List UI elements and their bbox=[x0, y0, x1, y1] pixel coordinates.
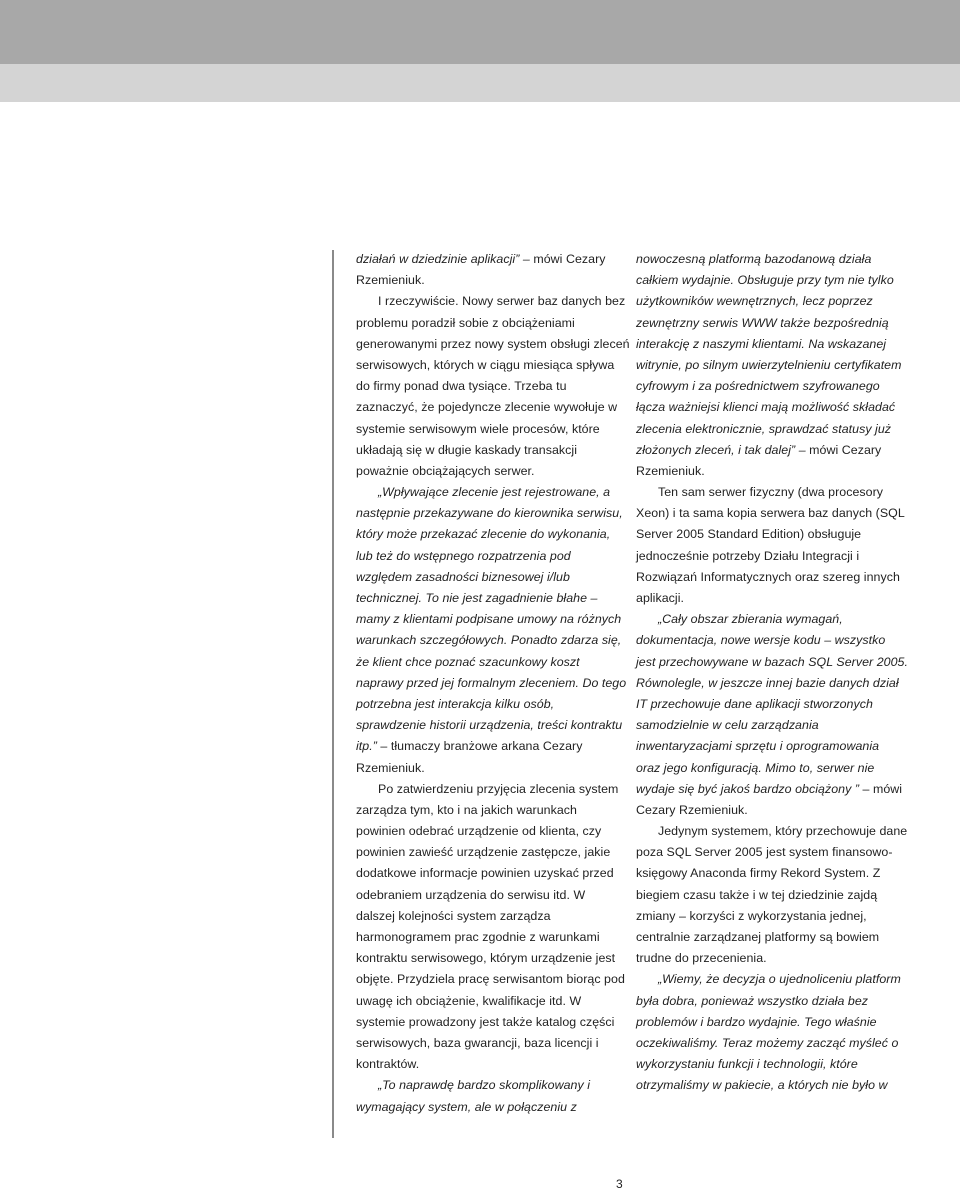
text-line: biegiem czasu także i w tej dziedzinie zajdą bbox=[636, 887, 878, 902]
text-line: Jedynym systemem, który przechowuje dane bbox=[658, 824, 908, 839]
text-line: jest przechowywane w bazach SQL Server 2005. bbox=[636, 654, 908, 669]
text-line: Rozwiązań Informatycznych oraz szereg innych bbox=[636, 569, 900, 584]
text-line: warunkach szczegółowych. Ponadto zdarza się, bbox=[356, 633, 622, 648]
text-line: zewnętrzny serwis WWW także bezpośrednią bbox=[636, 315, 889, 330]
text-line: działań w dziedzinie aplikacji” – mówi Cezary bbox=[356, 252, 606, 266]
text-line: użytkowników wewnętrznych, lecz poprzez bbox=[636, 294, 873, 309]
header-gray-band bbox=[0, 0, 960, 102]
text-line: poza SQL Server 2005 jest system finansowo- bbox=[636, 845, 893, 860]
vertical-rule bbox=[332, 250, 334, 1138]
text-line: I rzeczywiście. Nowy serwer baz danych bez bbox=[378, 294, 626, 309]
text-line: była dobra, ponieważ wszystko działa bez bbox=[636, 993, 869, 1008]
text-line: objęte. Przydziela pracę serwisantom biorąc pod bbox=[356, 972, 625, 987]
text-line: złożonych zleceń, i tak dalej” – mówi Cezary bbox=[636, 442, 882, 457]
text-line: następnie przekazywane do kierownika serwisu, bbox=[356, 506, 623, 521]
text-line: Równolegle, w jeszcze innej bazie danych dział bbox=[636, 675, 899, 690]
text-line: zlecenia elektronicznie, sprawdzać statusy już bbox=[636, 421, 892, 436]
text-line: mamy z klientami podpisane umowy na różnych bbox=[356, 612, 622, 627]
text-line: oczekiwaliśmy. Teraz możemy zacząć myśleć o bbox=[636, 1035, 899, 1050]
text-line: zmiany – korzyści z wykorzystania jednej, bbox=[636, 908, 867, 923]
text-line: „Wpływające zlecenie jest rejestrowane, a bbox=[378, 485, 611, 500]
text-line: uwagę ich obciążenie, kwalifikacje itd. W bbox=[356, 993, 582, 1008]
text-line: wykorzystaniu funkcji i technologii, które bbox=[636, 1057, 858, 1072]
text-line: że klient chce poznać szacunkowy koszt bbox=[356, 654, 580, 669]
text-line: Po zatwierdzeniu przyjęcia zlecenia system bbox=[378, 781, 619, 796]
text-line: Server 2005 Standard Edition) obsługuje bbox=[636, 527, 862, 542]
text-line: wymagający system, ale w połączeniu z bbox=[356, 1099, 577, 1114]
text-line: Rzemieniuk. bbox=[356, 273, 425, 288]
text-line: interakcję z naszymi klientami. Na wskazanej bbox=[636, 336, 887, 351]
text-line: Rzemieniuk. bbox=[636, 463, 705, 478]
text-line: serwisowych, których w ciągu miesiąca spływa bbox=[356, 357, 615, 372]
text-line: cyfrowym i za pośrednictwem szyfrowanego bbox=[636, 379, 880, 394]
text-line: generowanymi przez nowy system obsługi zleceń bbox=[356, 336, 630, 351]
text-line: witrynie, po silnym uwierzytelnieniu certyfikatem bbox=[636, 357, 902, 372]
text-line: powinien odebrać urządzenie od klienta, czy bbox=[356, 824, 602, 839]
text-line: Xeon) i ta sama kopia serwera baz danych (SQL bbox=[636, 506, 905, 521]
text-line: samodzielnie w celu zarządzania bbox=[636, 718, 819, 733]
text-line: harmonogramem prac zgodnie z warunkami bbox=[356, 930, 600, 944]
text-line: księgowy Anaconda firmy Rekord System. Z bbox=[636, 866, 881, 881]
text-line: względem zasadności biznesowej i/lub bbox=[356, 569, 570, 584]
text-line: trudne do przecenienia. bbox=[636, 951, 767, 966]
text-line: lub też do wstępnego rozpatrzenia pod bbox=[356, 548, 571, 563]
text-line: który może przekazać zlecenie do wykonania, bbox=[356, 527, 611, 542]
text-line: „To naprawdę bardzo skomplikowany i bbox=[378, 1078, 591, 1093]
text-line: naprawy przed jej formalnym zleceniem. Do tego bbox=[356, 675, 627, 690]
text-line: do firmy ponad dwa tysiące. Trzeba tu bbox=[356, 379, 567, 394]
text-line: serwisowych, baza gwarancji, baza licencji i bbox=[356, 1035, 599, 1050]
text-line: układają się w długie kaskady transakcji bbox=[356, 442, 578, 457]
text-line: systemie serwisowym wiele procesów, które bbox=[356, 421, 600, 436]
text-line: IT przechowuje dane aplikacji stworzonych bbox=[636, 696, 873, 711]
text-line: „Wiemy, że decyzja o ujednoliceniu platform bbox=[658, 972, 901, 987]
text-line: nowoczesną platformą bazodanową działa bbox=[636, 252, 872, 266]
text-line: systemie prowadzony jest także katalog części bbox=[356, 1014, 615, 1029]
right-column bbox=[636, 249, 908, 1097]
text-line: itp.” – tłumaczy branżowe arkana Cezary bbox=[356, 739, 583, 754]
text-line: zaznaczyć, że pojedyncze zlecenie wywołuje w bbox=[356, 400, 618, 415]
text-line: problemu poradził sobie z obciążeniami bbox=[356, 315, 575, 330]
text-line: jednocześnie potrzeby Działu Integracji i bbox=[636, 548, 860, 563]
page-number: 3 bbox=[616, 1177, 623, 1191]
text-line: dalszej kolejności system zarządza bbox=[356, 908, 551, 923]
text-line: sprawdzenie historii urządzenia, treści kontraktu bbox=[356, 718, 623, 733]
text-line: dokumentacja, nowe wersje kodu – wszystko bbox=[636, 633, 886, 648]
text-line: aplikacji. bbox=[636, 591, 685, 605]
text-line: łącza ważniejsi klienci mają możliwość składać bbox=[636, 400, 896, 415]
text-line: kontraktu serwisowego, którym urządzenie jest bbox=[356, 951, 616, 966]
text-line: Cezary Rzemieniuk. bbox=[636, 802, 748, 817]
text-line: potrzebna jest interakcja kilku osób, bbox=[356, 696, 555, 711]
text-line: oraz jego konfiguracją. Mimo to, serwer nie bbox=[636, 760, 875, 775]
text-line: „Cały obszar zbierania wymagań, bbox=[658, 612, 843, 627]
text-line: powinien zawieść urządzenie zastępcze, jakie bbox=[356, 845, 611, 860]
text-line: całkiem wydajnie. Obsługuje przy tym nie tylko bbox=[636, 273, 894, 288]
left-column bbox=[356, 249, 630, 1118]
text-line: inwentaryzacjami sprzętu i oprogramowania bbox=[636, 739, 880, 754]
text-line: otrzymaliśmy w pakiecie, a których nie było w bbox=[636, 1078, 888, 1093]
text-line: centralnie zarządzanej platformy są bowiem bbox=[636, 930, 880, 944]
text-line: odebraniem urządzenia do serwisu itd. W bbox=[356, 887, 586, 902]
text-line: Rzemieniuk. bbox=[356, 760, 425, 775]
text-line: wydaje się być jakoś bardzo obciążony ” – mówi bbox=[636, 781, 903, 796]
text-line: dodatkowe informacje powinien uzyskać przed bbox=[356, 866, 614, 881]
text-line: poważnie obciążających serwer. bbox=[356, 463, 535, 478]
text-line: problemów i bardzo wydajnie. Tego właśnie bbox=[636, 1014, 877, 1029]
text-line: Ten sam serwer fizyczny (dwa procesory bbox=[658, 485, 883, 500]
text-line: technicznej. To nie jest zagadnienie błahe – bbox=[356, 591, 598, 605]
text-line: zarządza tym, kto i na jakich warunkach bbox=[356, 802, 577, 817]
text-line: kontraktów. bbox=[356, 1057, 420, 1072]
